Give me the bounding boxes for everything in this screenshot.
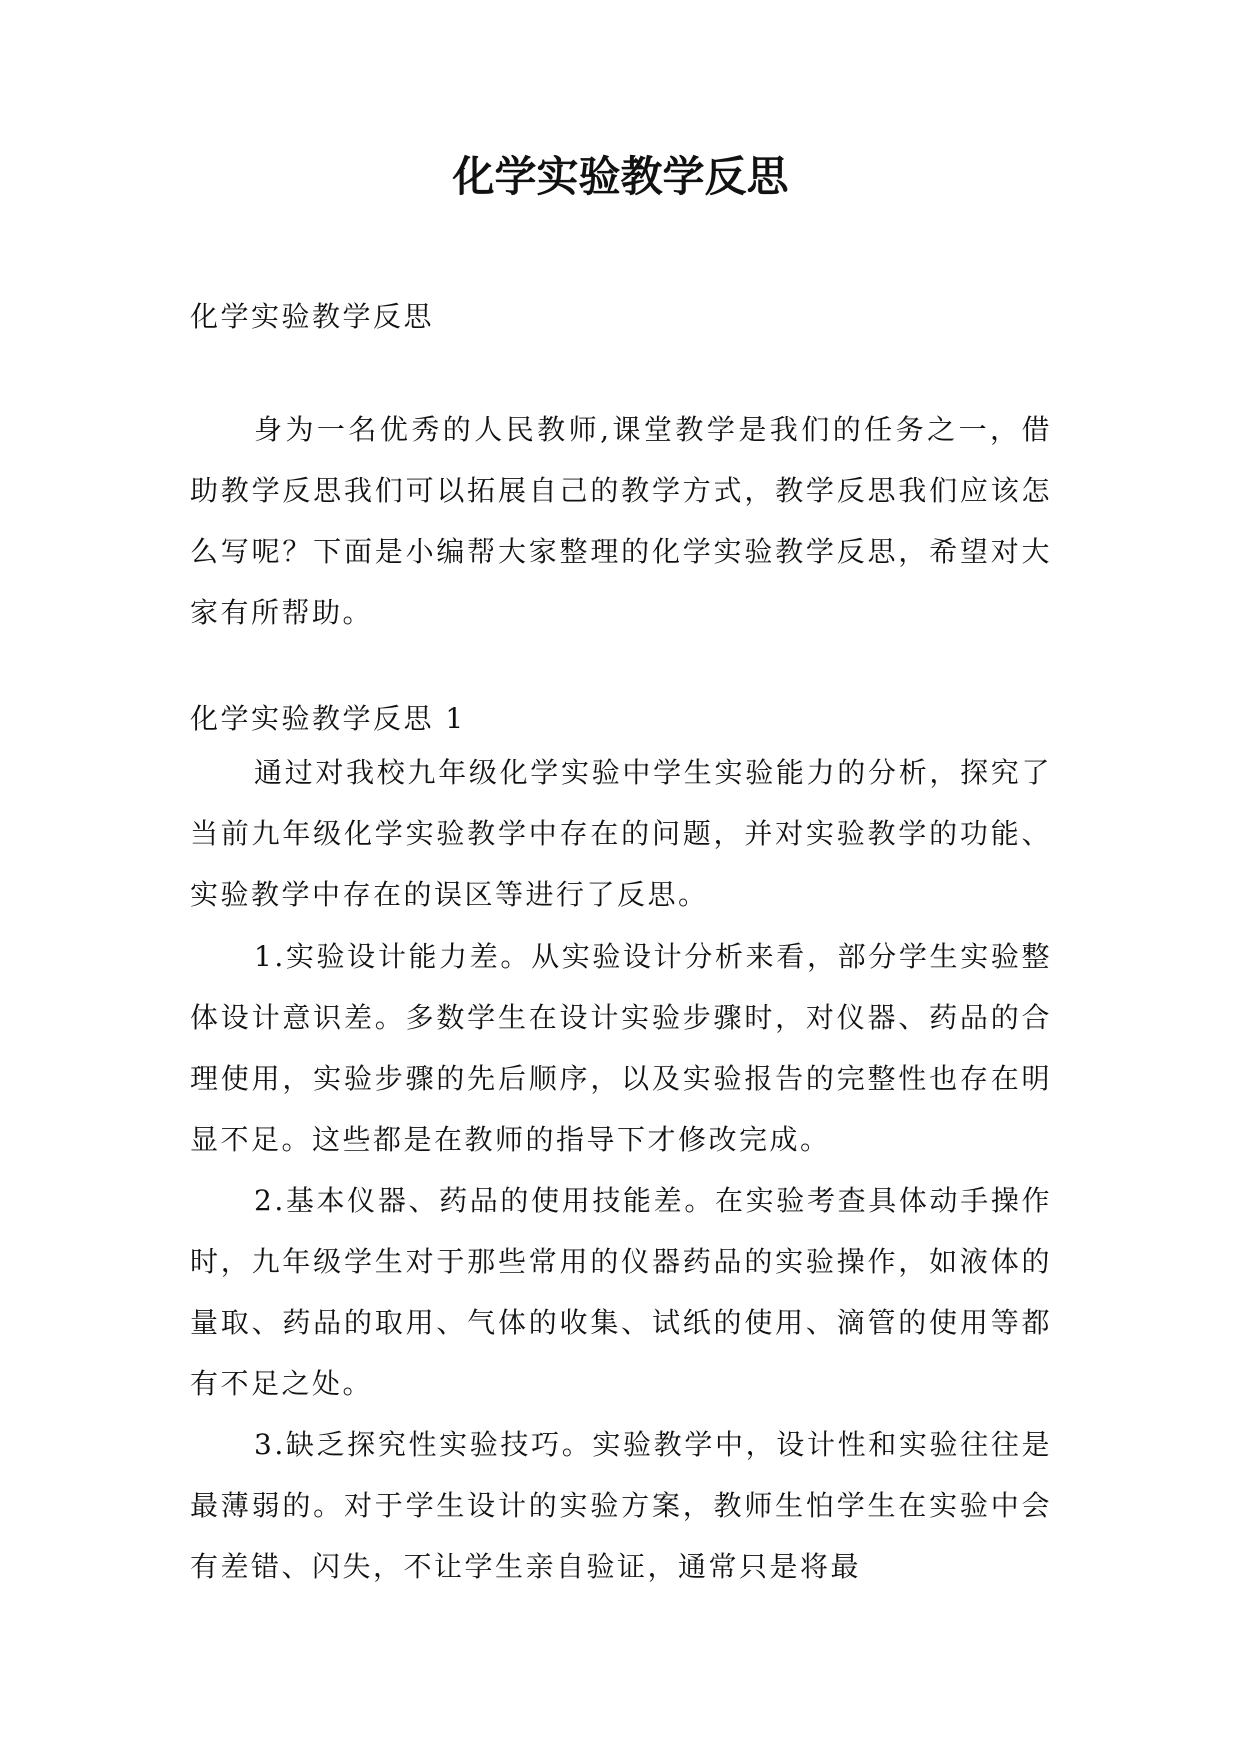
document-title: 化学实验教学反思 (452, 152, 789, 201)
body-paragraph: 2.基本仪器、药品的使用技能差。在实验考查具体动手操作时，九年级学生对于那些常用的仪器药品的实验操作，如液体的量取、药品的取用、气体的收集、试纸的使用、滴管的使用等都有不足之处。 (190, 1184, 1052, 1400)
body-paragraph: 1.实验设计能力差。从实验设计分析来看，部分学生实验整体设计意识差。多数学生在设计实验步骤时，对仪器、药品的合理使用，实验步骤的先后顺序，以及实验报告的完整性也存在明显不足。这些都是在教师的指导下才修改完成。 (190, 940, 1052, 1156)
body-paragraph: 3.缺乏探究性实验技巧。实验教学中，设计性和实验往往是最薄弱的。对于学生设计的实验方案，教师生怕学生在实验中会有差错、闪失，不让学生亲自验证，通常只是将最 (190, 1428, 1052, 1583)
section-heading: 化学实验教学反思 1 (190, 702, 466, 735)
intro-paragraph: 身为一名优秀的人民教师,课堂教学是我们的任务之一，借助教学反思我们可以拓展自己的教学方式，教学反思我们应该怎么写呢？下面是小编帮大家整理的化学实验教学反思，希望对大家有所帮助。 (190, 413, 1052, 629)
body-paragraph: 通过对我校九年级化学实验中学生实验能力的分析，探究了当前九年级化学实验教学中存在的问题，并对实验教学的功能、实验教学中存在的误区等进行了反思。 (190, 756, 1052, 911)
document-subtitle: 化学实验教学反思 (190, 300, 435, 333)
